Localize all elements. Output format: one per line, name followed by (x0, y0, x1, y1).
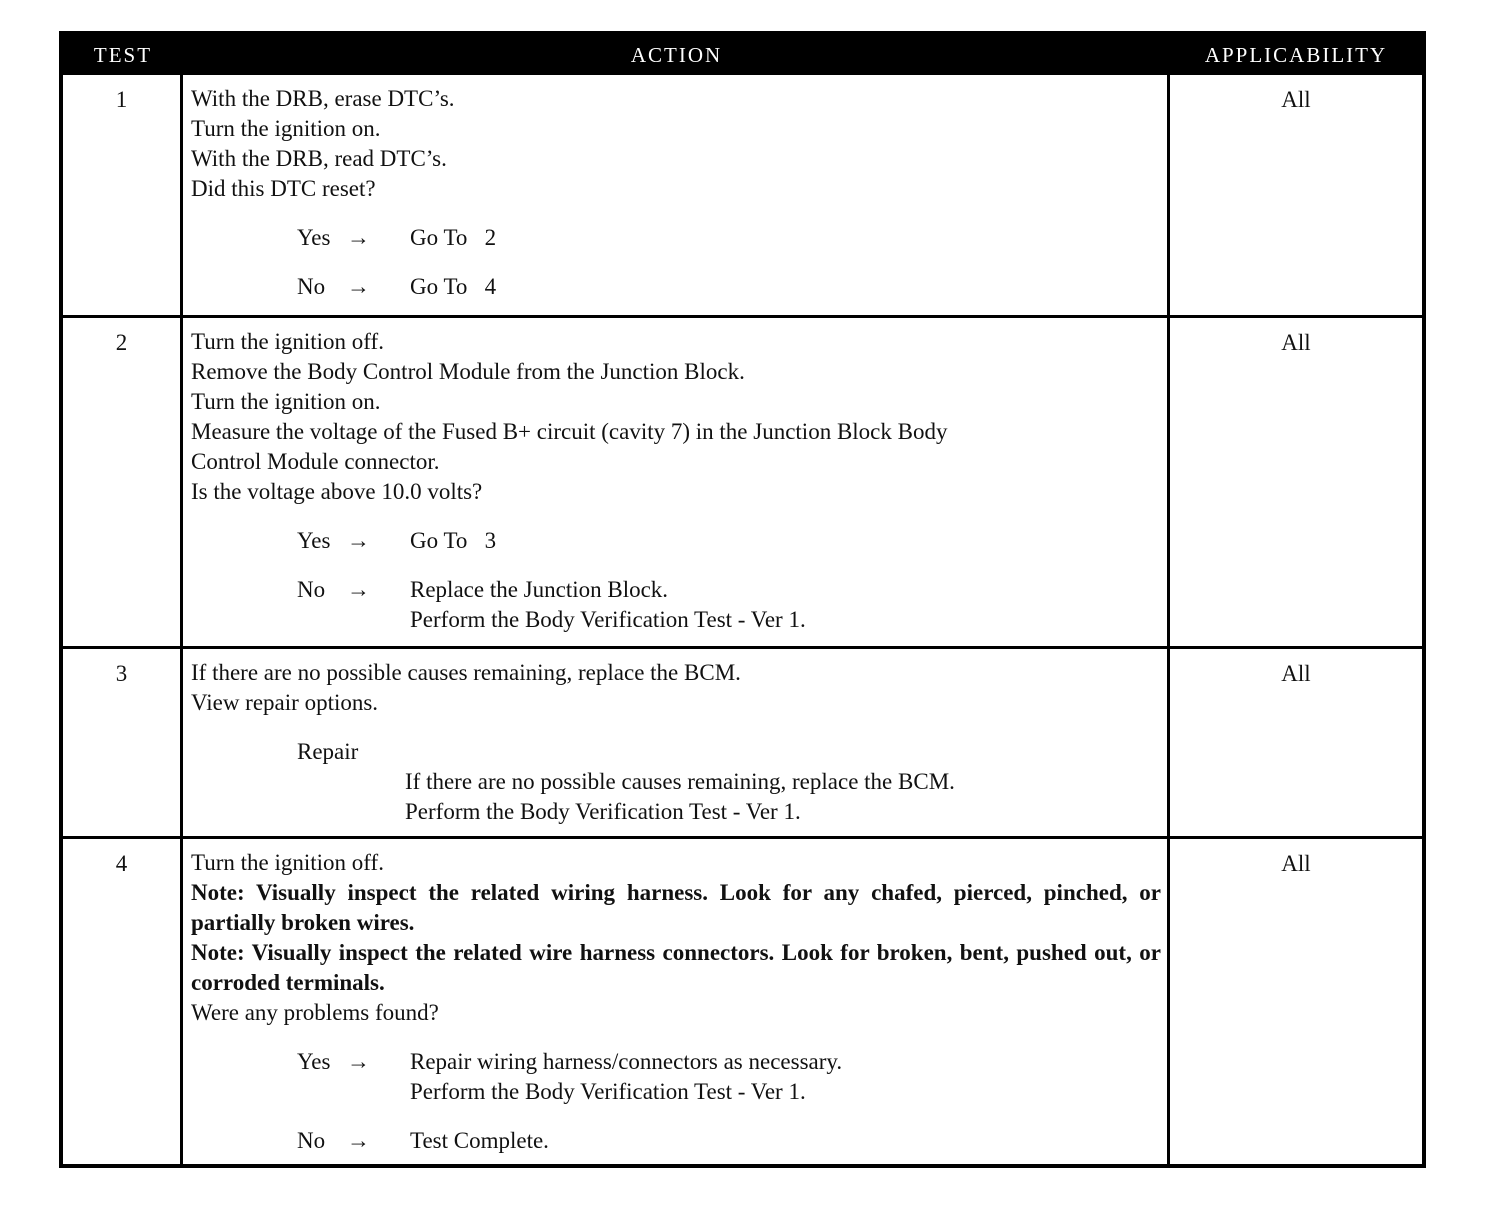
no-result: Test Complete. (410, 1128, 549, 1153)
action-line: Control Module connector. (191, 449, 440, 474)
applicability-cell: All (1281, 851, 1311, 876)
test-number: 4 (63, 839, 183, 1164)
test-number: 2 (63, 318, 183, 646)
yes-result: Repair wiring harness/connectors as necessary. (410, 1049, 843, 1074)
applicability-cell: All (1281, 661, 1311, 686)
repair-options (405, 767, 1161, 827)
action-line: Remove the Body Control Module from the Junction Block. (191, 359, 745, 384)
yes-result: Perform the Body Verification Test - Ver 1. (410, 1079, 806, 1104)
no-outcome (297, 575, 1161, 635)
repair-line: If there are no possible causes remaining, replace the BCM. (405, 769, 955, 794)
header-test: TEST (93, 42, 153, 67)
action-cell (183, 75, 1170, 315)
yes-outcome (297, 526, 1161, 556)
action-line: View repair options. (191, 690, 379, 715)
no-label: No (297, 577, 326, 602)
applicability-cell: All (1281, 330, 1311, 355)
action-question: Were any problems found? (191, 1000, 439, 1025)
yes-outcome (297, 223, 1161, 253)
yes-result: Go To 3 (410, 528, 497, 553)
no-result: Perform the Body Verification Test - Ver 1. (410, 607, 806, 632)
arrow-right-icon: → (347, 528, 370, 553)
table-row (63, 75, 1422, 315)
action-line: Turn the ignition off. (191, 329, 384, 354)
action-cell (183, 649, 1170, 836)
action-line: If there are no possible causes remaining, replace the BCM. (191, 660, 741, 685)
test-number: 3 (63, 649, 183, 836)
yes-label: Yes (297, 528, 331, 553)
no-result: Replace the Junction Block. (410, 577, 669, 602)
note-wiring-harness: Note: Visually inspect the related wiring harness. Look for any chafed, pierced, pinched, or partially broken wires. (191, 880, 1161, 935)
yes-result: Go To 2 (410, 225, 497, 250)
table-row (63, 836, 1422, 1164)
test-number: 1 (63, 75, 183, 315)
arrow-right-icon: → (347, 1049, 370, 1074)
table-row (63, 646, 1422, 836)
no-result: Go To 4 (410, 274, 497, 299)
repair-line: Perform the Body Verification Test - Ver 1. (405, 799, 801, 824)
arrow-right-icon: → (347, 274, 370, 299)
diagnostic-test-table (59, 31, 1426, 1168)
note-harness-connectors: Note: Visually inspect the related wire harness connectors. Look for broken, bent, pushed out, or corroded terminals. (191, 940, 1161, 995)
no-label: No (297, 1128, 326, 1153)
no-outcome (297, 272, 1161, 302)
yes-label: Yes (297, 225, 331, 250)
header-action: ACTION (630, 42, 723, 67)
action-line: Turn the ignition on. (191, 389, 381, 414)
header-applicability: APPLICABILITY (1204, 42, 1388, 67)
action-line: Measure the voltage of the Fused B+ circuit (cavity 7) in the Junction Block Body (191, 419, 948, 444)
yes-label: Yes (297, 1049, 331, 1074)
action-line: Turn the ignition on. (191, 116, 381, 141)
yes-outcome (297, 1047, 1161, 1107)
no-label: No (297, 274, 326, 299)
action-line: Did this DTC reset? (191, 176, 376, 201)
arrow-right-icon: → (347, 1128, 370, 1153)
table-header (63, 35, 1422, 75)
action-line: With the DRB, erase DTC’s. (191, 86, 455, 111)
table-row (63, 315, 1422, 646)
action-cell (183, 318, 1170, 646)
action-line: With the DRB, read DTC’s. (191, 146, 447, 171)
arrow-right-icon: → (347, 577, 370, 602)
action-line: Is the voltage above 10.0 volts? (191, 479, 483, 504)
applicability-cell: All (1281, 87, 1311, 112)
action-cell (183, 839, 1170, 1164)
repair-label: Repair (297, 739, 359, 764)
no-outcome (297, 1126, 1161, 1156)
arrow-right-icon: → (347, 225, 370, 250)
action-line: Turn the ignition off. (191, 850, 384, 875)
